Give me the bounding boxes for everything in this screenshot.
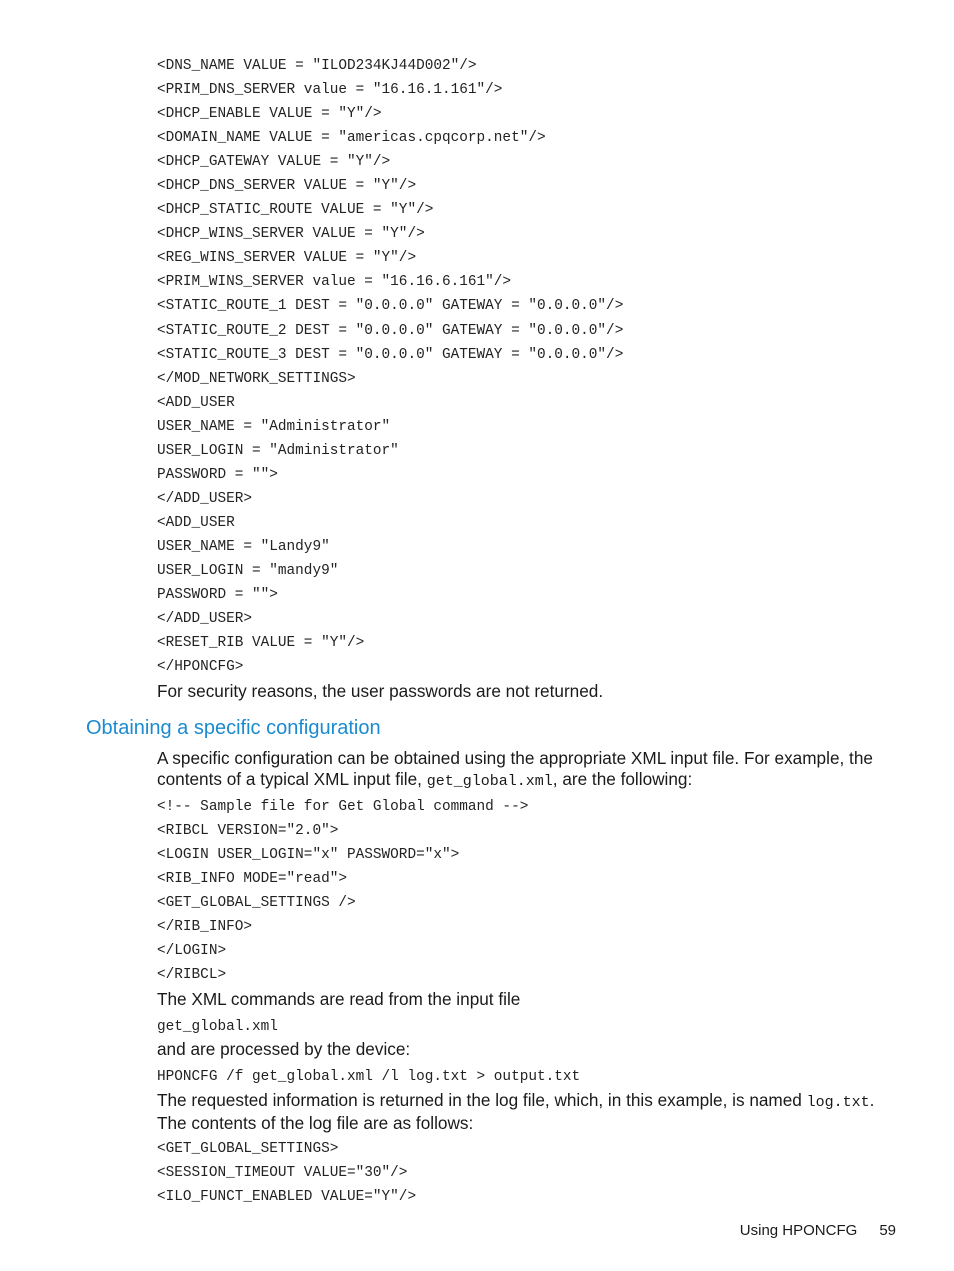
page-number: 59 (879, 1222, 896, 1239)
code-block-log-output: <GET_GLOBAL_SETTINGS> <SESSION_TIMEOUT VALUE="30"/> <ILO_FUNCT_ENABLED VALUE="Y"/> (157, 1141, 417, 1206)
page-footer (740, 1222, 896, 1239)
xml-read-paragraph: The XML commands are read from the input file (157, 989, 521, 1009)
code-filename: get_global.xml (157, 1019, 278, 1035)
security-note-paragraph: For security reasons, the user passwords are not returned. (157, 681, 604, 701)
footer-section-title: Using HPONCFG (739, 1222, 858, 1239)
inline-code-filename: get_global.xml (426, 773, 553, 790)
code-block-sample-file: <!-- Sample file for Get Global command --> <RIBCL VERSION="2.0"> <LOGIN USER_LOGIN="x" PASSWORD="x"> <RIB_INFO MODE="read"> <GET_GLOBAL_SETTINGS /> </RIB_INFO> </LOGIN> </RIBCL> (157, 799, 529, 984)
section-heading: Obtaining a specific configuration (86, 717, 381, 739)
returned-info-paragraph: The requested information is returned in the log file, which, in this example, is named log.txt. The contents of the log file are as follows: (157, 1090, 875, 1133)
intro-paragraph: A specific configuration can be obtained using the appropriate XML input file. For example, the contents of a typical XML input file, get_global.xml, are the following: (157, 748, 873, 790)
code-block-network-settings: <DNS_NAME VALUE = "ILOD234KJ44D002"/> <PRIM_DNS_SERVER value = "16.16.1.161"/> <DHCP_ENABLE VALUE = "Y"/> <DOMAIN_NAME VALUE = "americas.cpqcorp.net"/> <DHCP_GATEWAY VALUE = "Y"/> <DHCP_DNS_SERVER VALUE = "Y"/> <DHCP_STATIC_ROUTE VALUE = "Y"/> <DHCP_WINS_SERVER VALUE = "Y"/> <REG_WINS_SERVER VALUE = "Y"/> <PRIM_WINS_SERVER value = "16.16.6.161"/> <STATIC_ROUTE_1 DEST = "0.0.0.0" GATEWAY = "0.0.0.0"/> <STATIC_ROUTE_2 DEST = "0.0.0.0" GATEWAY = "0.0.0.0"/> <STATIC_ROUTE_3 DEST = "0.0.0.0" GATEWAY = "0.0.0.0"/> </MOD_NETWORK_SETTINGS> <ADD_USER USER_NAME = "Administrator" USER_LOGIN = "Administrator" PASSWORD = ""> </ADD_USER> <ADD_USER USER_NAME = "Landy9" USER_LOGIN = "mandy9" PASSWORD = ""> </ADD_USER> <RESET_RIB VALUE = "Y"/> </HPONCFG> (157, 58, 624, 676)
processed-paragraph: and are processed by the device: (157, 1039, 411, 1059)
code-command: HPONCFG /f get_global.xml /l log.txt > output.txt (157, 1069, 581, 1085)
inline-code-logfile: log.txt (806, 1094, 870, 1111)
